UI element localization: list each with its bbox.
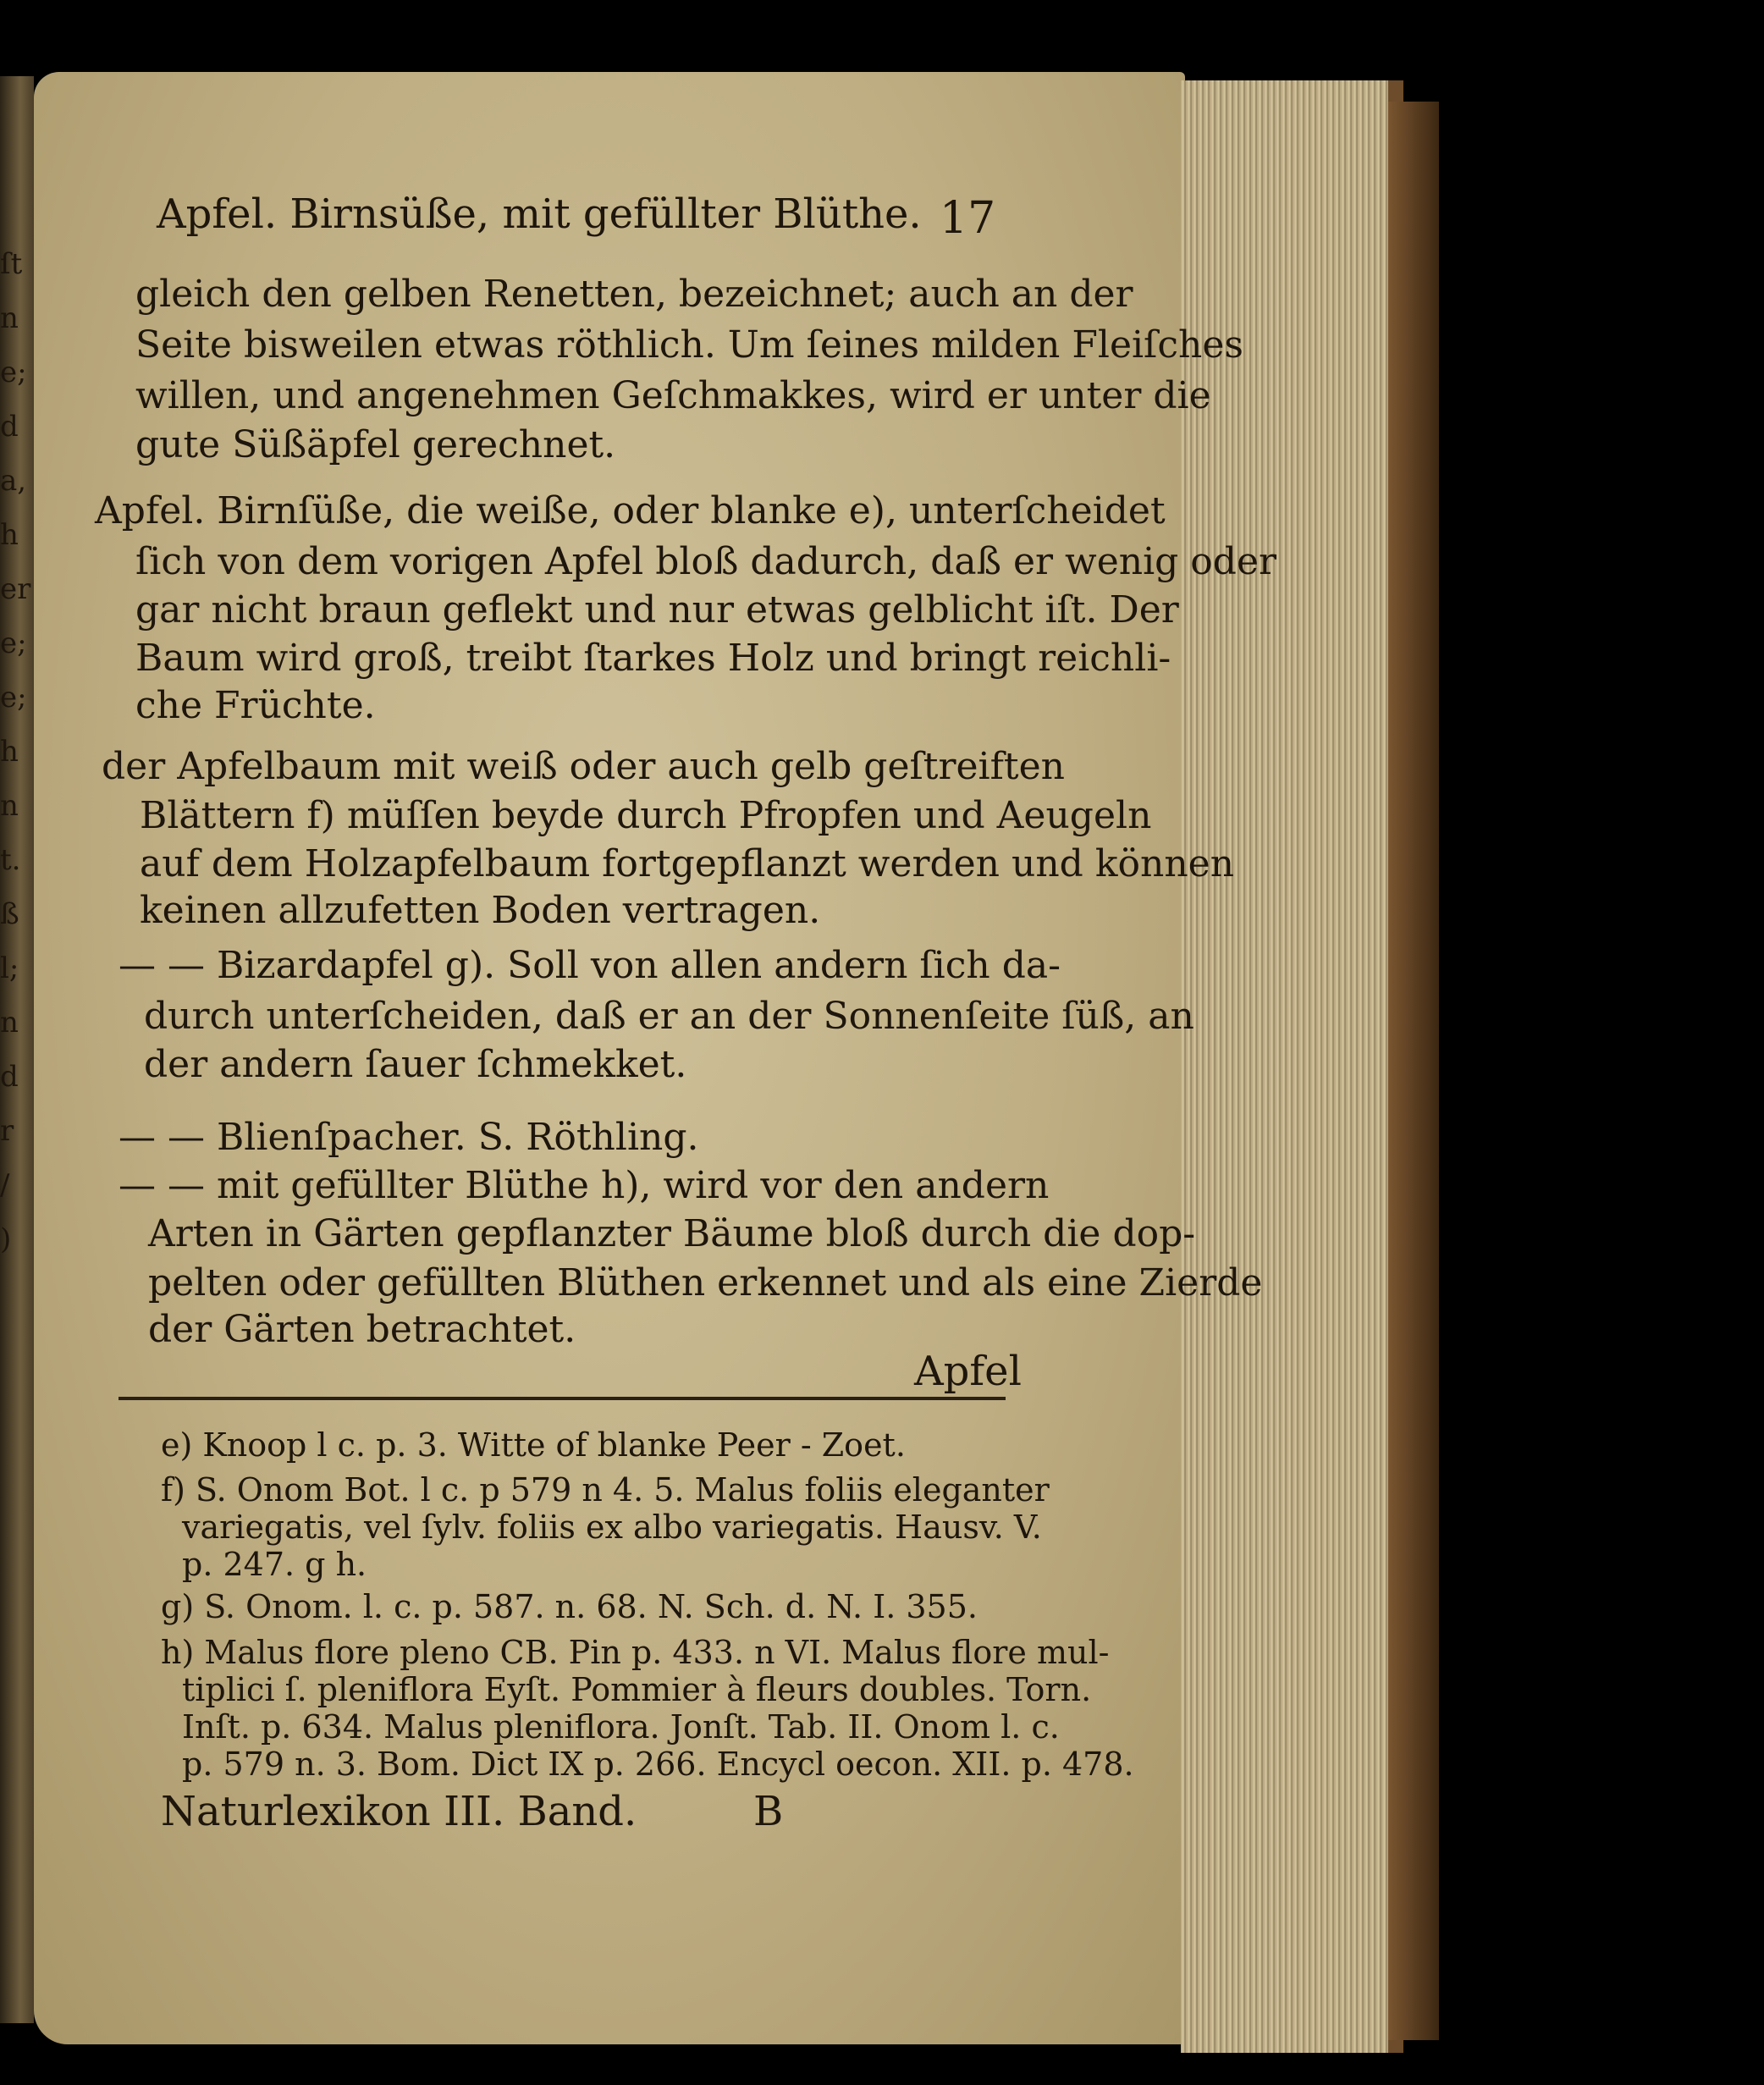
margin-fragment: l; [0, 951, 19, 985]
text-line: Arten in Gärten gepflanzter Bäume bloß durch die dop- [148, 1212, 1196, 1255]
text-line: keinen allzufetten Boden vertragen. [140, 889, 821, 932]
text-line: — — mit gefüllter Blüthe h), wird vor den andern [119, 1164, 1050, 1207]
footnote-line: variegatis, vel ſylv. foliis ex albo variegatis. Hausv. V. [182, 1509, 1042, 1546]
text-line: durch unterſcheiden, daß er an der Sonnenſeite ſüß, an [144, 995, 1194, 1038]
margin-fragment: / [0, 1168, 10, 1202]
text-line: gar nicht braun geflekt und nur etwas gelblicht iſt. Der [135, 588, 1179, 632]
margin-fragment: e; [0, 356, 27, 389]
catchword: Apfel [914, 1348, 1022, 1395]
text-line: auf dem Holzapfelbaum fortgepflanzt werden und können [140, 842, 1235, 885]
text-line: che Früchte. [135, 684, 376, 727]
margin-fragment: r [0, 1114, 14, 1148]
margin-fragment: d [0, 410, 19, 444]
margin-fragment: a, [0, 464, 27, 498]
margin-fragment: er [0, 572, 31, 606]
margin-fragment: ) [0, 1222, 12, 1256]
text-line: Apfel. Birnſüße, die weiße, oder blanke e), unterſcheidet [95, 489, 1166, 532]
margin-fragment: n [0, 1006, 19, 1040]
text-line: der andern ſauer ſchmekket. [144, 1043, 687, 1086]
footnote-line: Inſt. p. 634. Malus pleniflora. Jonſt. Tab. II. Onom l. c. [182, 1708, 1060, 1746]
margin-fragment: h [0, 735, 19, 769]
margin-fragment: ſt [0, 247, 23, 281]
text-line: ſich von dem vorigen Apfel bloß dadurch, daß er wenig oder [135, 540, 1277, 583]
footnote-line: tiplici ſ. pleniflora Eyſt. Pommier à fleurs doubles. Torn. [182, 1671, 1092, 1708]
footnote-line: p. 579 n. 3. Bom. Dict IX p. 266. Encycl oecon. XII. p. 478. [182, 1746, 1134, 1783]
margin-fragment: n [0, 301, 19, 335]
text-line: Seite bisweilen etwas röthlich. Um ſeines milden Fleiſches [135, 323, 1243, 367]
text-line: gleich den gelben Renetten, bezeichnet; auch an der [135, 273, 1133, 316]
margin-fragment: t. [0, 843, 21, 877]
text-line: willen, und angenehmen Geſchmakkes, wird er unter die [135, 374, 1211, 417]
text-line: der Gärten betrachtet. [148, 1308, 576, 1351]
text-line: gute Süßäpfel gerechnet. [135, 423, 616, 466]
footnote-line: f) S. Onom Bot. l c. p 579 n 4. 5. Malus foliis eleganter [161, 1471, 1050, 1509]
margin-fragment: h [0, 518, 19, 552]
text-line: — — Bizardapfel g). Soll von allen andern ſich da- [119, 944, 1061, 987]
margin-fragment: d [0, 1060, 19, 1094]
footnote-line: g) S. Onom. l. c. p. 587. n. 68. N. Sch. d. N. I. 355. [161, 1588, 978, 1625]
text-line: der Apfelbaum mit weiß oder auch gelb geſtreiften [102, 745, 1065, 788]
margin-fragment: ß [0, 897, 19, 931]
margin-fragment: e; [0, 626, 27, 660]
signature-mark: B [753, 1788, 784, 1835]
running-title: Apfel. Birnsüße, mit gefüllter Blüthe. [157, 190, 922, 238]
footnote-line: e) Knoop l c. p. 3. Witte of blanke Peer - Zoet. [161, 1426, 906, 1464]
signature-label: Naturlexikon III. Band. [161, 1788, 637, 1835]
footnote-line: h) Malus flore pleno CB. Pin p. 433. n VI. Malus flore mul- [161, 1634, 1110, 1671]
text-line: Blättern f) müſſen beyde durch Pfropfen und Aeugeln [140, 794, 1152, 837]
text-line: pelten oder gefüllten Blüthen erkennet und als eine Zierde [148, 1261, 1263, 1305]
page-number: 17 [940, 193, 996, 244]
footnote-rule [119, 1397, 1006, 1400]
text-line: Baum wird groß, treibt ſtarkes Holz und bringt reichli- [135, 637, 1171, 680]
margin-fragment: e; [0, 681, 27, 714]
footnote-line: p. 247. g h. [182, 1546, 367, 1583]
text-line: — — Blienſpacher. S. Röthling. [119, 1116, 699, 1159]
margin-fragment: n [0, 789, 19, 823]
